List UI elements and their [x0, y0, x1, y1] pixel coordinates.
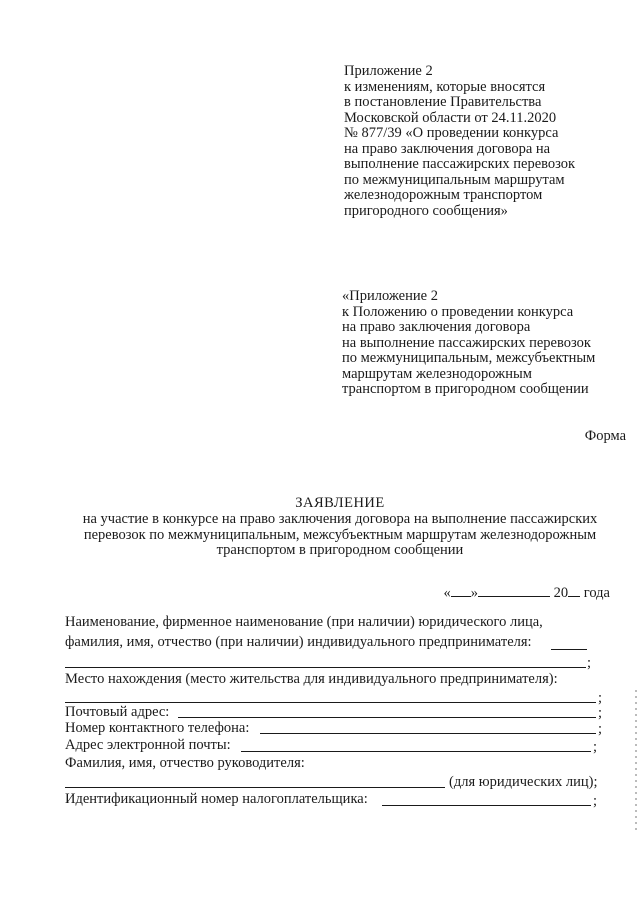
appendix1-line: выполнение пассажирских перевозок [344, 156, 576, 172]
semicolon: ; [593, 793, 598, 809]
appendix2-line: «Приложение 2 [342, 288, 438, 304]
name-input[interactable] [65, 667, 586, 668]
head-label: Фамилия, имя, отчество руководителя: [65, 755, 305, 771]
appendix1-line: в постановление Правительства [344, 94, 542, 110]
appendix2-line: на право заключения договора [342, 319, 531, 335]
name-input-inline[interactable] [551, 649, 587, 650]
appendix-header-2 [342, 289, 595, 398]
head-note: (для юридических лиц); [449, 774, 598, 790]
document-title: ЗАЯВЛЕНИЕ [295, 495, 385, 511]
subtitle-line: перевозок по межмуниципальным, межсубъектным маршрутам железнодорожным [83, 526, 597, 543]
appendix1-line: по межмуниципальным маршрутам [344, 171, 565, 188]
semicolon: ; [593, 739, 598, 755]
date-line [444, 585, 610, 602]
date-century: 20 [553, 585, 569, 601]
location-label: Место нахождения (место жительства для индивидуального предпринимателя): [65, 671, 558, 687]
date-close-quote: » [470, 585, 479, 601]
year-blank[interactable] [568, 585, 580, 597]
appendix-header-1 [344, 64, 575, 219]
postal-input[interactable] [178, 717, 596, 718]
semicolon: ; [598, 690, 603, 706]
subtitle-line: на участие в конкурсе на право заключения договора на выполнение пассажирских [82, 511, 598, 527]
appendix1-line: Приложение 2 [344, 63, 433, 79]
semicolon: ; [598, 705, 603, 721]
form-label: Форма [584, 428, 626, 444]
appendix1-line: Московской области от 24.11.2020 [344, 109, 557, 126]
name-label-line1: Наименование, фирменное наименование (при наличии) юридического лица, [65, 614, 543, 630]
email-input[interactable] [241, 751, 591, 752]
inn-input[interactable] [382, 805, 591, 806]
phone-input[interactable] [260, 733, 596, 734]
appendix2-line: к Положению о проведении конкурса [342, 303, 574, 320]
name-label-line2: фамилия, имя, отчество (при наличии) индивидуального предпринимателя: [65, 634, 532, 650]
date-open-quote: « [443, 585, 451, 601]
year-word: года [583, 585, 610, 601]
location-input[interactable] [65, 702, 596, 703]
postal-label: Почтовый адрес: [65, 704, 170, 720]
phone-label: Номер контактного телефона: [65, 720, 250, 736]
semicolon: ; [598, 721, 603, 737]
scan-edge-artifact [635, 690, 637, 830]
email-label: Адрес электронной почты: [65, 737, 231, 753]
appendix2-line: транспортом в пригородном сообщении [342, 381, 589, 397]
appendix1-line: на право заключения договора на [344, 140, 551, 157]
appendix2-line: на выполнение пассажирских перевозок [342, 334, 591, 351]
appendix2-line: маршрутам железнодорожным [342, 365, 532, 382]
appendix2-line: по межмуниципальным, межсубъектным [342, 350, 596, 366]
inn-label: Идентификационный номер налогоплательщика: [65, 791, 368, 807]
appendix1-line: пригородного сообщения» [344, 202, 508, 219]
subtitle-line: транспортом в пригородном сообщении [216, 542, 464, 558]
semicolon: ; [587, 655, 592, 671]
document-subtitle [0, 512, 640, 559]
appendix1-line: № 877/39 «О проведении конкурса [344, 125, 559, 141]
head-input[interactable] [65, 787, 445, 788]
month-blank[interactable] [478, 585, 550, 597]
appendix1-line: к изменениям, которые вносятся [344, 78, 546, 95]
appendix1-line: железнодорожным транспортом [344, 187, 543, 203]
day-blank[interactable] [451, 585, 471, 597]
